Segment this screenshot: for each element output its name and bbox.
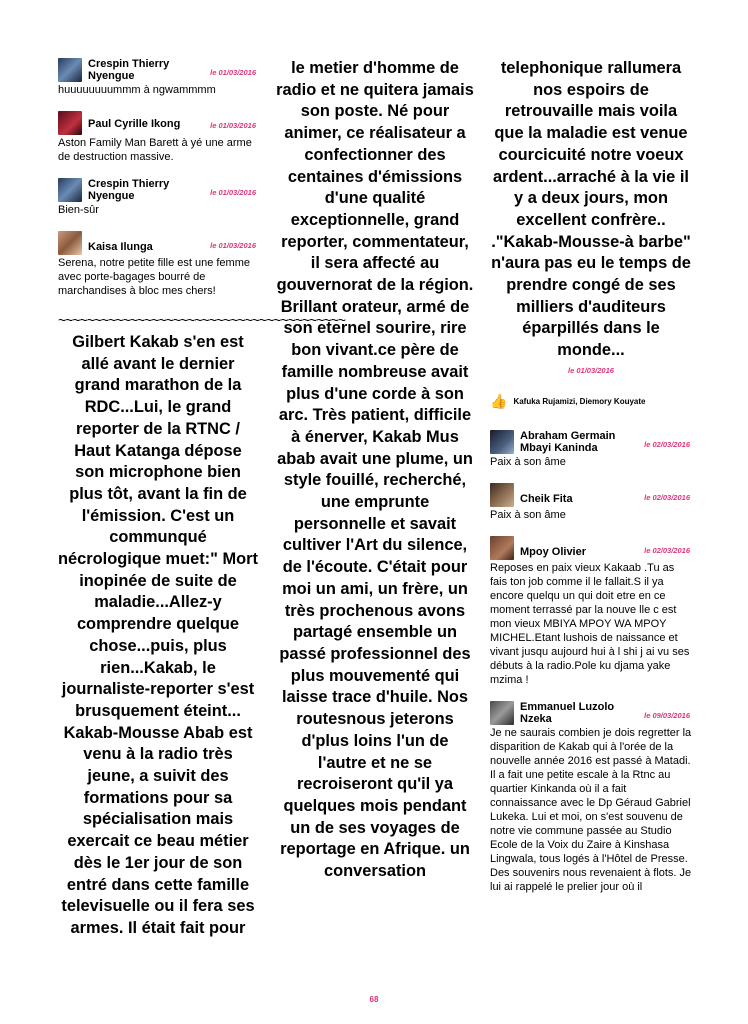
- avatar: [58, 178, 82, 202]
- avatar: [490, 483, 514, 507]
- article-text: telephonique rallumera nos espoirs de retrouvaille mais voila que la maladie est venue courcicuité notre voeux ardent...arraché à la vie il y a deux jours, mon excellent confrère.. ."Kakab-Mousse-à barbe" n'aura pas eu le temps de prendre congé de ses milliers d'auditeurs éparpillés dans le monde...: [491, 59, 691, 360]
- column-middle: [275, 58, 475, 883]
- comment-date: le 02/03/2016: [644, 492, 690, 502]
- column-left: [58, 58, 346, 940]
- article-text: le metier d'homme de radio et ne quitera jamais son poste. Né pour animer, ce réalisateur a confectionner des centaines d'émissions d'une qualité exceptionnelle, grand reporter, commentateur, il sera affecté au gouvernorat de la région. Brillant orateur, armé de son eternel sourire, rire bon vivant.ce père de famille nombreuse avait plus d'une corde à son arc. Très patient, difficile à énerver, Kakab Mus abab avait une plume, un style fouillé, recherché, une emprunte personnelle et savait cultiver l'Art du silence, de l'écoute. C'était pour moi un ami, un frère, un très prochenous avons partagé ensemble un passé professionnel des plus mouvementé qui laisse trace d'huile. Nos routesnous jeterons d'plus loins l'un de l'autre et ne se recroiseront qu'il ya quelques mois pendant un de ses voyages de reportage en Afrique. un conversation: [276, 59, 474, 881]
- comment: [490, 430, 692, 469]
- comment: [58, 231, 258, 298]
- comment-author: Crespin Thierry Nyengue: [88, 58, 170, 82]
- comment-text: Serena, notre petite fille est une femme avec porte-bagages bourré de marchandises à bloc mes chers!: [58, 257, 250, 297]
- comment-author: Emmanuel Luzolo Nzeka: [520, 700, 615, 725]
- likes-row: [490, 393, 692, 410]
- comment-date: le 01/03/2016: [210, 241, 256, 250]
- comment-text: Aston Family Man Barett à yé une arme de destruction massive.: [58, 137, 252, 163]
- comment-date: le 01/03/2016: [210, 188, 256, 197]
- comment: [490, 483, 692, 522]
- page-number: 68: [369, 995, 379, 1004]
- comment-author: Abraham Germain Mbayi Kaninda: [520, 429, 616, 454]
- comment-date: le 02/03/2016: [644, 439, 690, 449]
- article-date: le 01/03/2016: [568, 365, 614, 375]
- comment-date: le 01/03/2016: [210, 121, 256, 130]
- comment-text: Paix à son âme: [490, 455, 566, 468]
- comment: [490, 701, 692, 894]
- divider: ~~~~~~~~~~~~~~~~~~~~~~~~~~~~~~~~~~~~~~~~: [58, 312, 346, 328]
- likes-names: Kafuka Rujamizi, Diemory Kouyate: [513, 396, 646, 406]
- comment-text: huuuuuuuummm à ngwammmm: [58, 84, 216, 96]
- avatar: [490, 701, 514, 725]
- comment-author: Mpoy Olivier: [520, 545, 587, 558]
- comment-author: Crespin Thierry Nyengue: [88, 178, 170, 202]
- avatar: [58, 231, 82, 255]
- avatar: [490, 536, 514, 560]
- avatar: [490, 430, 514, 454]
- comment-text: Paix à son âme: [490, 508, 566, 521]
- comment: [58, 111, 258, 164]
- thumbs-up-icon[interactable]: 👍: [490, 392, 508, 409]
- comment-text: Bien-sûr: [58, 204, 99, 216]
- comment-date: le 02/03/2016: [644, 545, 690, 555]
- comment: [58, 178, 258, 217]
- column-right: [490, 58, 692, 908]
- comment: [490, 536, 692, 687]
- comment-text: Reposes en paix vieux Kakaab .Tu as fais ton job comme il le fallait.S il ya encore quelqu un qui doit etre en ce moment terrassé par la nouve lle c est mon vieux MBIYA MPOY WA MPOY MICHEL.Etant lushois de naissance et vivant jusqu aujourd hui à l shi j ai vu ses débuts à la radio.Pole ku djama yake mzima !: [490, 561, 690, 686]
- comment-text: Je ne saurais combien je dois regretter la disparition de Kakab qui à l'orée de la nouvelle année 2016 est passé à Matadi. Il a fait une petite escale à la Rtnc au quartier Kinkanda où il a fait connaissance avec le Dp Géraud Gabriel Lukeka. Lui et moi, on s'est souvenu de notre vie commune passée au Studio Ecole de la Voix du Zaire à Kinshasa Lingwala, tous logés à l'Hôtel de Presse. Des souvenirs nous revenaient à flots. Je lui ai rappelé le prelier jour où il: [490, 726, 692, 893]
- comment-author: Paul Cyrille Ikong: [88, 118, 181, 130]
- comment-author: Kaisa Ilunga: [88, 241, 153, 253]
- comment: [58, 58, 258, 97]
- article-text: Gilbert Kakab s'en est allé avant le dernier grand marathon de la RDC...Lui, le grand reporter de la RTNC / Haut Katanga dépose son microphone bien plus tôt, avant la fin de l'émission. C'est un communqué nécrologique muet:" Mort inopinée de suite de maladie...Allez-y comprendre quelque chose...puis, plus rien...Kakab, le journaliste-reporter s'est brusquement éteint... Kakab-Mousse Abab est venu à la radio très jeune, a suivit des formations pour sa spécialisation mais exercait ce beau métier dès le 1er jour de son entré dans cette famille televisuelle ou il fera ses armes. Il était fait pour: [58, 333, 258, 937]
- comment-date: le 09/03/2016: [644, 710, 690, 720]
- avatar: [58, 58, 82, 82]
- comment-date: le 01/03/2016: [210, 68, 256, 77]
- avatar: [58, 111, 82, 135]
- comment-author: Cheik Fita: [520, 492, 573, 505]
